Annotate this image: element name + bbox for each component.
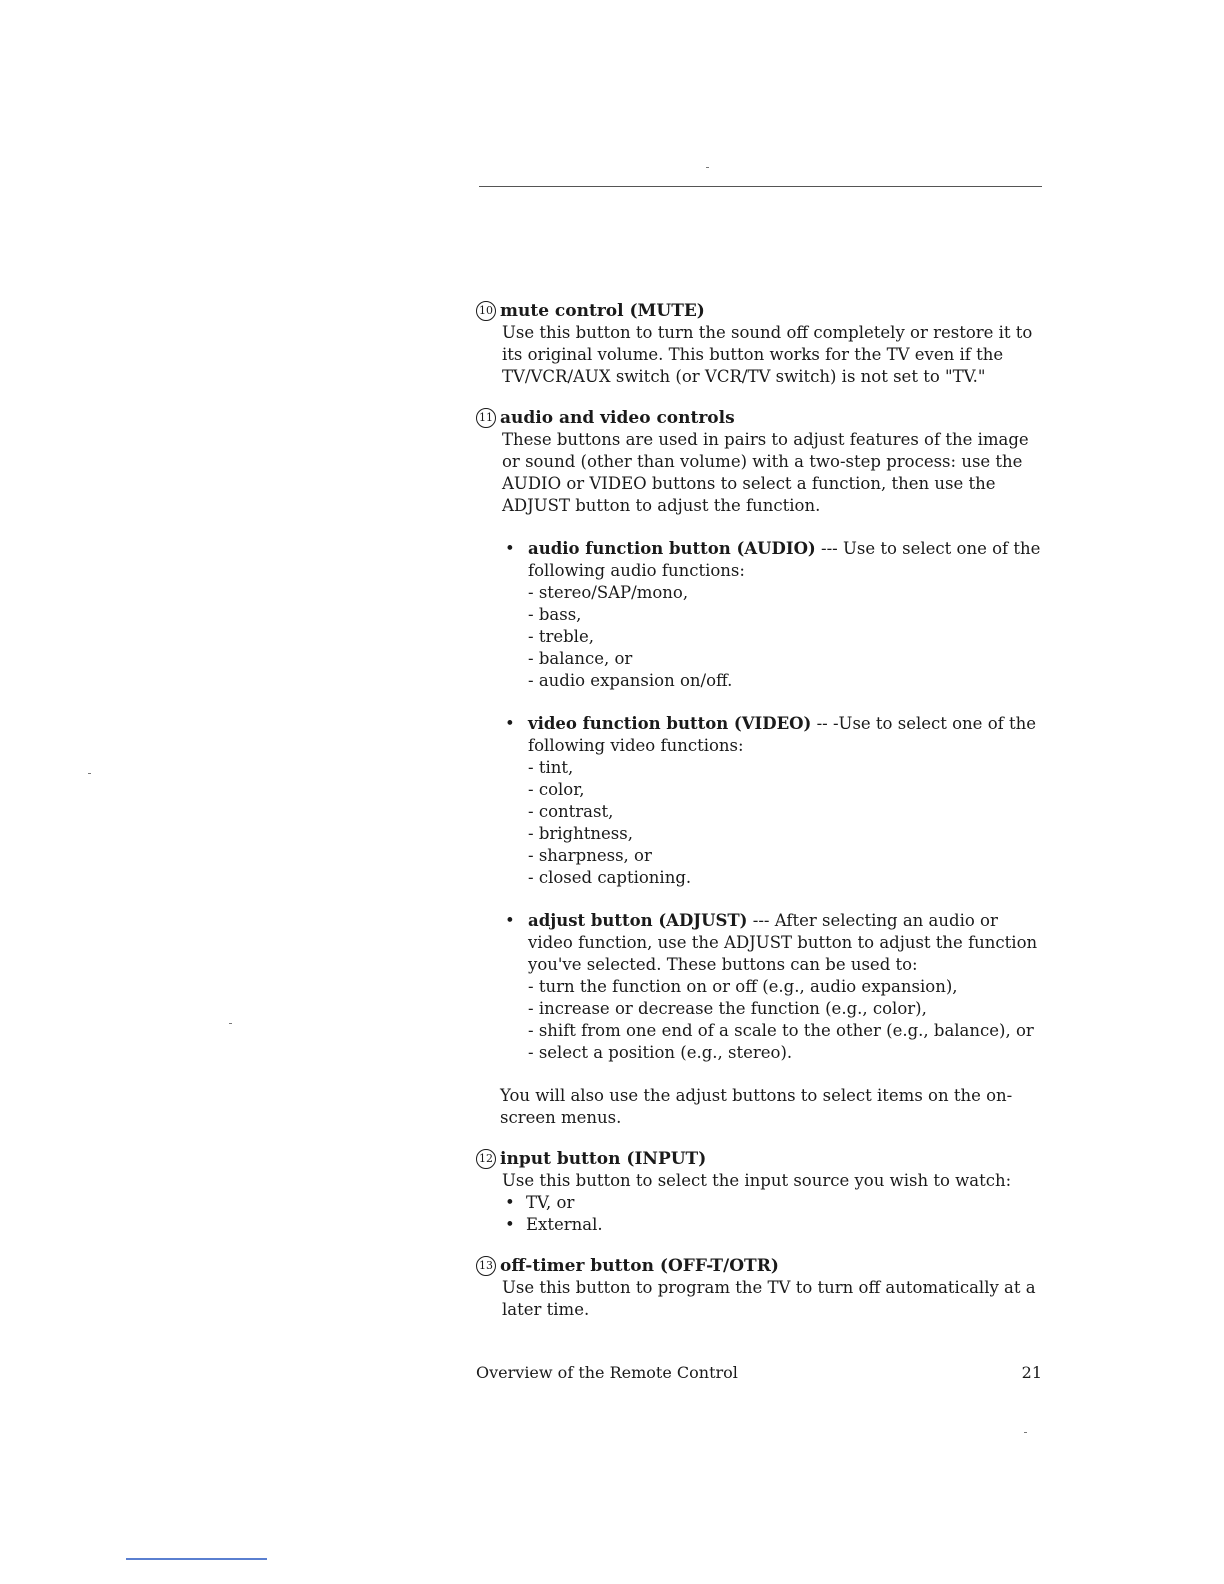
list-item: • TV, or [502, 1192, 1042, 1214]
section-off-timer [476, 1255, 1042, 1321]
dash-list [528, 582, 1042, 692]
section-body [476, 1170, 1042, 1236]
list-item: - bass, [528, 604, 1042, 626]
section-title: off-timer button (OFF-T/OTR) [500, 1256, 779, 1276]
bullet-title: adjust button (ADJUST) [528, 911, 748, 930]
page-content [476, 300, 1042, 1340]
header-rule [479, 186, 1042, 187]
list-item: - stereo/SAP/mono, [528, 582, 1042, 604]
section-heading [476, 1148, 1042, 1170]
section-audio-video [476, 407, 1042, 1129]
section-title: mute control (MUTE) [500, 301, 705, 321]
list-item: - audio expansion on/off. [528, 670, 1042, 692]
scan-mark [706, 167, 709, 168]
section-heading [476, 1255, 1042, 1277]
bullet-audio-function [476, 538, 1042, 692]
list-item: - treble, [528, 626, 1042, 648]
scan-mark [229, 1023, 232, 1024]
section-title: input button (INPUT) [500, 1149, 707, 1169]
section-body: Use this button to program the TV to turn off automatically at a later time. [502, 1278, 1036, 1319]
page-number: 21 [1021, 1363, 1042, 1382]
closing-paragraph: You will also use the adjust buttons to select items on the on-screen menus. [500, 1086, 1013, 1127]
list-item: - brightness, [528, 823, 1042, 845]
bullet-description: -- -Use to select one of the following video functions: [528, 714, 1037, 755]
section-heading [476, 300, 1042, 322]
list-item: - balance, or [528, 648, 1042, 670]
list-item: - contrast, [528, 801, 1042, 823]
bullet-description: --- After selecting an audio or video function, use the ADJUST button to adjust the function you've selected. These buttons can be used to: [528, 911, 1038, 974]
bullet-text [528, 910, 1042, 976]
list-item: - increase or decrease the function (e.g., color), [528, 998, 1042, 1020]
section-input [476, 1148, 1042, 1236]
list-item: • External. [502, 1214, 1042, 1236]
list-item: - tint, [528, 757, 1042, 779]
circled-number: 11 [476, 408, 496, 428]
bullet-text [528, 713, 1042, 757]
bullet-title: video function button (VIDEO) [528, 714, 812, 733]
dash-list [528, 976, 1042, 1064]
bullet-list [502, 1192, 1042, 1236]
bullet-video-function [476, 713, 1042, 889]
bullet-title: audio function button (AUDIO) [528, 539, 816, 558]
section-title: audio and video controls [500, 408, 735, 428]
footer-title: Overview of the Remote Control [476, 1363, 738, 1382]
dash-list [528, 757, 1042, 889]
page-footer [476, 1362, 1042, 1384]
list-item: - color, [528, 779, 1042, 801]
section-body: Use this button to turn the sound off completely or restore it to its original volume. This button works for the TV even if the TV/VCR/AUX switch (or VCR/TV switch) is not set to "TV." [502, 323, 1033, 386]
circled-number: 12 [476, 1149, 496, 1169]
scan-mark [88, 773, 91, 774]
list-item: - closed captioning. [528, 867, 1042, 889]
bullet-text [528, 538, 1042, 582]
section-mute [476, 300, 1042, 388]
list-item: - sharpness, or [528, 845, 1042, 867]
edge-mark [126, 1558, 267, 1560]
section-body: These buttons are used in pairs to adjust features of the image or sound (other than volume) with a two-step process: use the AUDIO or VIDEO buttons to select a function, then use the ADJUST button to adjust the function. [502, 430, 1029, 515]
circled-number: 13 [476, 1256, 496, 1276]
section-heading [476, 407, 1042, 429]
bullet-description: --- Use to select one of the following audio functions: [528, 539, 1041, 580]
section-text: Use this button to select the input source you wish to watch: [502, 1171, 1012, 1190]
list-item: - select a position (e.g., stereo). [528, 1042, 1042, 1064]
scan-mark [1024, 1432, 1027, 1433]
circled-number: 10 [476, 301, 496, 321]
list-item: - turn the function on or off (e.g., audio expansion), [528, 976, 1042, 998]
list-item: - shift from one end of a scale to the other (e.g., balance), or [528, 1020, 1042, 1042]
bullet-adjust [476, 910, 1042, 1064]
